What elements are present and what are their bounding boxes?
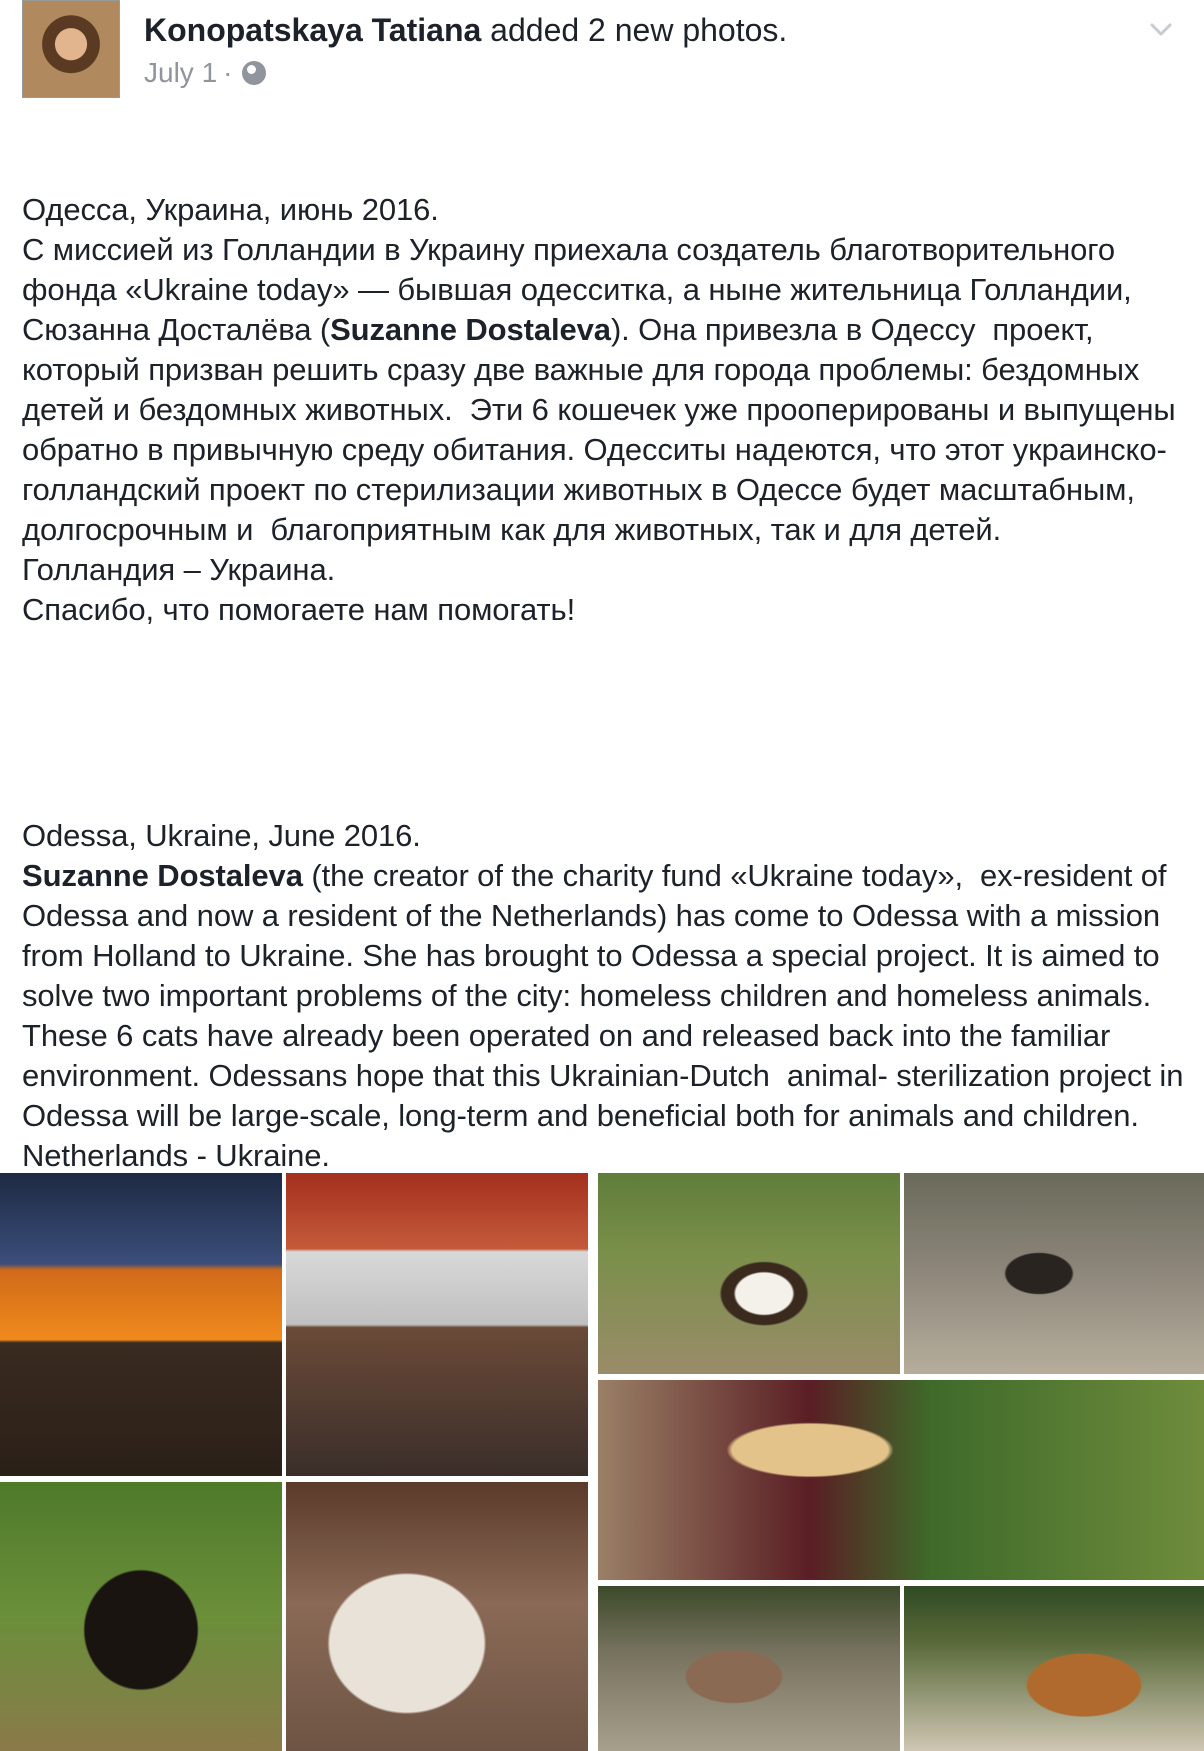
photo-collage[interactable] [0,1173,1204,1751]
globe-icon [242,61,266,85]
photo-cat-leaving-carrier[interactable] [286,1173,588,1476]
russian-text [22,190,1192,630]
author-name[interactable]: Konopatskaya Tatiana [144,12,482,48]
post-header [0,0,1204,110]
photo-ginger-cat[interactable] [904,1586,1204,1751]
en-bold-name: Suzanne Dostaleva [22,858,303,893]
meta-separator: · [223,57,233,88]
post-date[interactable]: July 1 [144,57,218,88]
ru-bold-name: Suzanne Dostaleva [330,312,611,347]
photo-cat-carrier[interactable] [0,1173,282,1476]
paragraph-gap [22,710,1192,736]
photo-white-grey-cat[interactable] [286,1482,588,1751]
photo-black-cat[interactable] [0,1482,282,1751]
author-line [144,10,787,50]
photo-calico-cat[interactable] [598,1173,900,1374]
avatar[interactable] [22,0,120,98]
post-text [22,110,1192,1256]
photo-woman-with-cat[interactable] [598,1380,1204,1580]
photo-tabby-kitten[interactable] [598,1586,900,1751]
post-meta [144,56,266,90]
post-action: added 2 new photos. [481,12,788,48]
english-text [22,816,1192,1216]
ru-text-part1: Одесса, Украина, июнь 2016. С миссией из Голландии в Украину приехала создатель благотворительного фонда «Ukraine today» — бывшая одесситка, а ныне жительница Голландии, Сюзанна Досталёва ( [22,192,1132,347]
ru-text-part2: ). Она привезла в Одессу проект, который призван решить сразу две важные для города проблемы: бездомных детей и бездомных животных. Эти 6 кошечек уже прооперированы и выпущены обратно в привычную среду обитания. Одесситы надеются, что этот украинско-голландский проект по стерилизации животных в Одессе будет масштабным, долгосрочным и благоприятным как для животных, так и для детей. Голландия – Украина. Спасибо, что помогаете нам помогать! [22,312,1176,627]
en-text-body: (the creator of the charity fund «Ukraine today», ex-resident of Odessa and now a resident of the Netherlands) has come to Odessa with a mission from Holland to Ukraine. She has brought to Odessa a special project. It is aimed to solve two important problems of the city: homeless children and homeless animals. These 6 cats have already been operated on and released back into the familiar environment. Odessans hope that this Ukrainian-Dutch animal- sterilization project in Odessa will be large-scale, long-term and beneficial both for animals and children. Netherlands - Ukraine. [22,858,1184,1173]
en-text-heading: Odessa, Ukraine, June 2016. [22,818,421,853]
chevron-down-icon[interactable] [1148,16,1174,42]
photo-dark-cat-path[interactable] [904,1173,1204,1374]
